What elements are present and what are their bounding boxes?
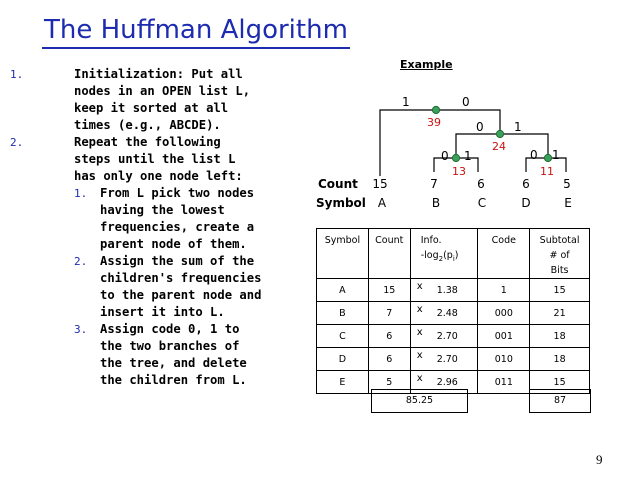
table-row (317, 348, 590, 371)
leaf-count: 6 (522, 177, 530, 191)
step-line: has only one node left: (74, 169, 243, 183)
cell-code: 010 (478, 348, 530, 371)
step-line: steps until the list L (74, 152, 236, 166)
leaf-symbol: E (564, 196, 572, 210)
header-code: Code (478, 229, 530, 279)
count-row-label: Count (318, 177, 358, 191)
slide-title: The Huffman Algorithm (42, 14, 350, 49)
total-bits-box: 87 (529, 389, 591, 413)
cell-symbol: D (317, 348, 369, 371)
node-24 (496, 130, 503, 137)
substep-2 (10, 253, 302, 321)
leaf-symbol: B (431, 196, 441, 210)
bit-label: 1 (464, 149, 472, 163)
step-line: nodes in an OPEN list L, (74, 84, 251, 98)
step-line: Initialization: Put all (74, 67, 243, 81)
tree-edges (380, 106, 566, 176)
substep-number: 3. (74, 323, 88, 336)
cell-code: 1 (478, 279, 530, 302)
substep-line: the tree, and delete (100, 356, 247, 370)
header-info-label: Info. (420, 235, 442, 246)
bit-label: 1 (552, 148, 560, 162)
node-39 (432, 106, 439, 113)
table-header-row (317, 229, 590, 279)
cell-info: x 2.48 (410, 302, 478, 325)
table-row (317, 279, 590, 302)
slide-number: 9 (596, 452, 603, 467)
bit-label: 0 (441, 149, 449, 163)
leaf-symbol: D (521, 196, 531, 210)
node-13 (452, 154, 459, 161)
header-count: Count (368, 229, 410, 279)
cell-code: 011 (478, 371, 530, 394)
node-weight: 39 (427, 116, 441, 129)
step-line: keep it sorted at all (74, 101, 229, 115)
substep-line: Assign code 0, 1 to (100, 322, 240, 336)
code-table (316, 228, 590, 394)
cell-subtotal: 21 (530, 302, 590, 325)
header-subtotal: Subtotal # of Bits (530, 229, 590, 279)
huffman-tree-diagram (0, 0, 638, 230)
example-label: Example (400, 58, 453, 71)
bit-label: 0 (476, 120, 484, 134)
header-info-formula: $-\log_2(p_i)$ (420, 250, 459, 263)
substep-line: From L pick two nodes (100, 186, 255, 200)
cell-symbol: B (317, 302, 369, 325)
substep-line: the children from L. (100, 373, 247, 387)
leaf-count: 15 (372, 177, 388, 191)
cell-info: x 2.70 (410, 325, 478, 348)
bit-label: 1 (514, 120, 522, 134)
step-number: 2. (10, 136, 24, 149)
cell-info: x 2.70 (410, 348, 478, 371)
cell-symbol: A (317, 279, 369, 302)
substep-3 (10, 321, 302, 389)
table-row (317, 302, 590, 325)
cell-info: x 1.38 (410, 279, 478, 302)
symbol-row-label: Symbol (316, 196, 366, 210)
substep-line: parent node of them. (100, 237, 247, 251)
cell-count: 6 (368, 348, 410, 371)
cell-symbol: E (317, 371, 369, 394)
substep-line: to the parent node and (100, 288, 262, 302)
cell-subtotal: 18 (530, 348, 590, 371)
substep-line: Assign the sum of the (100, 254, 255, 268)
leaf-symbol: C (477, 196, 487, 210)
cell-code: 000 (478, 302, 530, 325)
cell-info: x 2.96 (410, 371, 478, 394)
substep-number: 2. (74, 255, 88, 268)
bit-label: 0 (530, 148, 538, 162)
substep-line: the two branches of (100, 339, 240, 353)
cell-symbol: C (317, 325, 369, 348)
substep-line: children's frequencies (100, 271, 262, 285)
cell-count: 5 (368, 371, 410, 394)
substep-line: frequencies, create a (100, 220, 255, 234)
node-11 (544, 154, 551, 161)
cell-subtotal: 18 (530, 325, 590, 348)
header-info (410, 229, 478, 279)
cell-count: 7 (368, 302, 410, 325)
node-weight: 13 (452, 165, 466, 178)
cell-count: 15 (368, 279, 410, 302)
bit-label: 0 (462, 95, 470, 109)
leaf-count: 6 (477, 177, 485, 191)
leaf-symbol: A (377, 196, 387, 210)
substep-line: insert it into L. (100, 305, 225, 319)
total-info-box: 85.25 (371, 389, 468, 413)
step-line: times (e.g., ABCDE). (74, 118, 221, 132)
cell-subtotal: 15 (530, 279, 590, 302)
table-row (317, 325, 590, 348)
node-weight: 24 (492, 140, 506, 153)
leaf-count: 7 (430, 177, 438, 191)
cell-count: 6 (368, 325, 410, 348)
header-symbol: Symbol (317, 229, 369, 279)
cell-code: 001 (478, 325, 530, 348)
step-line: Repeat the following (74, 135, 221, 149)
node-weight: 11 (540, 165, 554, 178)
substep-line: having the lowest (100, 203, 225, 217)
cell-subtotal: 15 (530, 371, 590, 394)
bit-label: 1 (402, 95, 410, 109)
leaf-count: 5 (563, 177, 571, 191)
substep-number: 1. (74, 187, 88, 200)
step-number: 1. (10, 68, 24, 81)
